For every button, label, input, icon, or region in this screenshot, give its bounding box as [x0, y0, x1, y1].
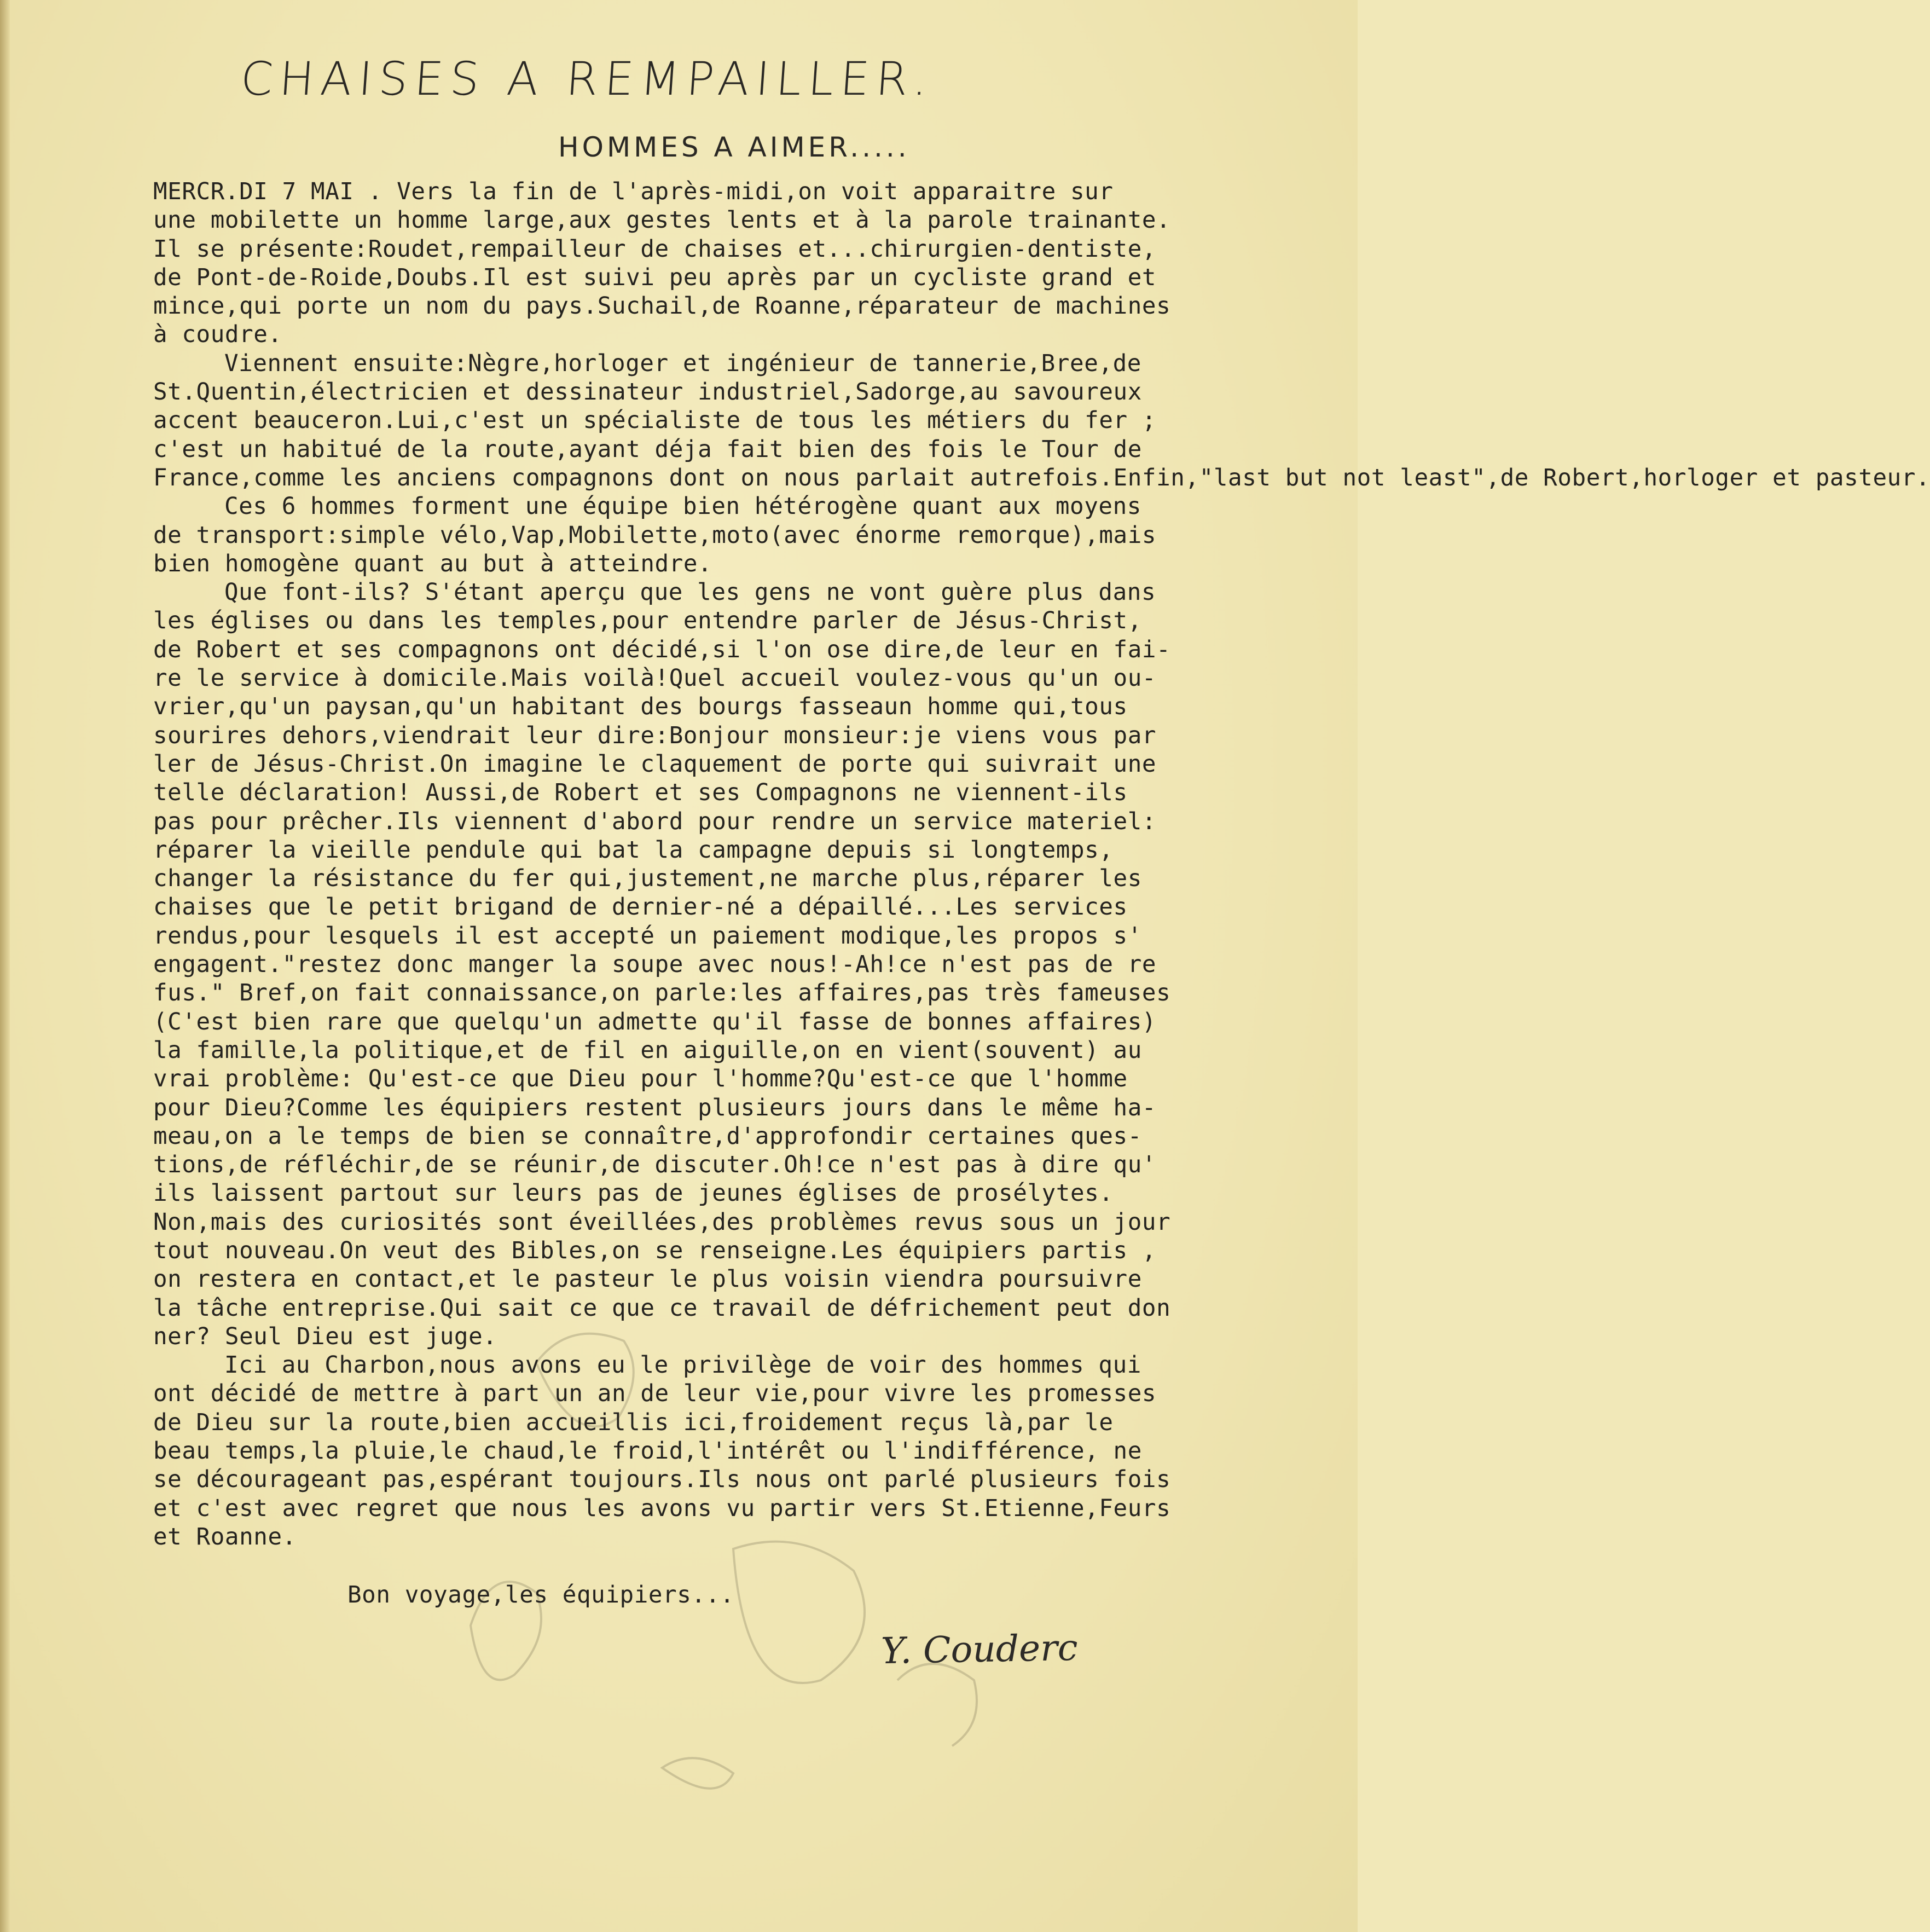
document-subtitle: HOMMES A AIMER..... — [558, 131, 910, 163]
text-line: vrai problème: Qu'est-ce que Dieu pour l'homme?Qu'est-ce que l'homme — [153, 1066, 1128, 1093]
text-line: meau,on a le temps de bien se connaître,d'approfondir certaines ques- — [153, 1123, 1142, 1150]
text-line: la tâche entreprise.Qui sait ce que ce travail de défrichement peut don — [153, 1294, 1171, 1322]
paragraph — [153, 493, 1280, 579]
text-line: à coudre. — [153, 321, 282, 349]
text-line: pour Dieu?Comme les équipiers restent plusieurs jours dans le même ha- — [153, 1094, 1157, 1121]
text-line: se décourageant pas,espérant toujours.Ils nous ont parlé plusieurs fois — [153, 1466, 1171, 1494]
text-line: ils laissent partout sur leurs pas de jeunes églises de prosélytes. — [153, 1180, 1114, 1207]
text-line: de Pont-de-Roide,Doubs.Il est suivi peu après par un cycliste grand et — [153, 264, 1157, 291]
paragraph — [153, 579, 1280, 1351]
text-line: réparer la vieille pendule qui bat la campagne depuis si longtemps, — [153, 836, 1114, 864]
text-line: ler de Jésus-Christ.On imagine le claquement de porte qui suivrait une — [153, 750, 1157, 778]
text-line: mince,qui porte un nom du pays.Suchail,de Roanne,réparateur de machines — [153, 293, 1171, 320]
text-line: la famille,la politique,et de fil en aiguille,on en vient(souvent) au — [153, 1037, 1142, 1064]
text-line: chaises que le petit brigand de dernier-né a dépaillé...Les services — [153, 894, 1128, 921]
text-line: Il se présente:Roudet,rempailleur de chaises et...chirurgien-dentiste, — [153, 235, 1157, 263]
text-line: Ici au Charbon,nous avons eu le privilège de voir des hommes qui — [224, 1352, 1141, 1379]
text-line: ner? Seul Dieu est juge. — [153, 1323, 497, 1350]
text-line: changer la résistance du fer qui,justement,ne marche plus,réparer les — [153, 865, 1142, 893]
text-line: Non,mais des curiosités sont éveillées,des problèmes revus sous un jour — [153, 1208, 1171, 1236]
text-line: Ces 6 hommes forment une équipe bien hétérogène quant aux moyens — [224, 493, 1141, 520]
text-line: on restera en contact,et le pasteur le plus voisin viendra poursuivre — [153, 1266, 1142, 1293]
text-line: sourires dehors,viendrait leur dire:Bonjour monsieur:je viens vous par — [153, 722, 1157, 749]
text-line: accent beauceron.Lui,c'est un spécialiste de tous les métiers du fer ; — [153, 407, 1157, 435]
text-line: rendus,pour lesquels il est accepté un paiement modique,les propos s' — [153, 922, 1142, 950]
paragraph-container — [153, 178, 1930, 1552]
text-line: les églises ou dans les temples,pour entendre parler de Jésus-Christ, — [153, 608, 1142, 635]
text-line: beau temps,la pluie,le chaud,le froid,l'intérêt ou l'indifférence, ne — [153, 1438, 1142, 1465]
text-line: de Robert et ses compagnons ont décidé,si l'on ose dire,de leur en fai- — [153, 636, 1171, 663]
text-line: tions,de réfléchir,de se réunir,de discuter.Oh!ce n'est pas à dire qu' — [153, 1152, 1157, 1179]
text-line: fus." Bref,on fait connaissance,on parle:les affaires,pas très fameuses — [153, 980, 1171, 1007]
text-line: de Dieu sur la route,bien accueillis ici,froidement reçus là,par le — [153, 1409, 1114, 1436]
text-line: et Roanne. — [153, 1523, 297, 1551]
text-line: vrier,qu'un paysan,qu'un habitant des bourgs fasseaun homme qui,tous — [153, 693, 1128, 721]
text-line: France,comme les anciens compagnons dont on nous parlait autrefois.Enfin,"last but not least",de Robert,horloger et pasteur. — [153, 464, 1930, 491]
text-line: re le service à domicile.Mais voilà!Quel accueil voulez-vous qu'un ou- — [153, 665, 1157, 692]
text-line: MERCR.DI 7 MAI . Vers la fin de l'après-midi,on voit apparaitre sur — [153, 178, 1114, 205]
text-line: tout nouveau.On veut des Bibles,on se renseigne.Les équipiers partis , — [153, 1237, 1157, 1264]
paragraph — [153, 1351, 1280, 1552]
paragraph — [153, 178, 1280, 350]
text-line: et c'est avec regret que nous les avons vu partir vers St.Etienne,Feurs — [153, 1495, 1171, 1522]
text-line: c'est un habitué de la route,ayant déja fait bien des fois le Tour de — [153, 436, 1142, 463]
text-line: ont décidé de mettre à part un an de leur vie,pour vivre les promesses — [153, 1380, 1157, 1408]
document-title: CHAISES A REMPAILLER. — [239, 52, 936, 106]
text-line: telle déclaration! Aussi,de Robert et ses Compagnons ne viennent-ils — [153, 779, 1128, 807]
text-line: St.Quentin,électricien et dessinateur industriel,Sadorge,au savoureux — [153, 379, 1142, 406]
text-line: Que font-ils? S'étant aperçu que les gens ne vont guère plus dans — [224, 579, 1156, 606]
document-body — [153, 178, 1930, 1552]
text-line: bien homogène quant au but à atteindre. — [153, 550, 712, 577]
closing-line: Bon voyage,les équipiers... — [347, 1582, 735, 1609]
text-line: (C'est bien rare que quelqu'un admette qu'il fasse de bonnes affaires) — [153, 1008, 1157, 1036]
text-line: pas pour prêcher.Ils viennent d'abord pour rendre un service materiel: — [153, 808, 1157, 835]
paper-edge — [0, 0, 10, 1932]
text-line: une mobilette un homme large,aux gestes lents et à la parole trainante. — [153, 207, 1171, 234]
text-line: engagent."restez donc manger la soupe avec nous!-Ah!ce n'est pas de re — [153, 951, 1157, 979]
text-line: de transport:simple vélo,Vap,Mobilette,moto(avec énorme remorque),mais — [153, 522, 1157, 549]
text-line: Viennent ensuite:Nègre,horloger et ingénieur de tannerie,Bree,de — [224, 350, 1141, 377]
paragraph — [153, 350, 1930, 493]
signature: Y. Couderc — [880, 1626, 1079, 1673]
